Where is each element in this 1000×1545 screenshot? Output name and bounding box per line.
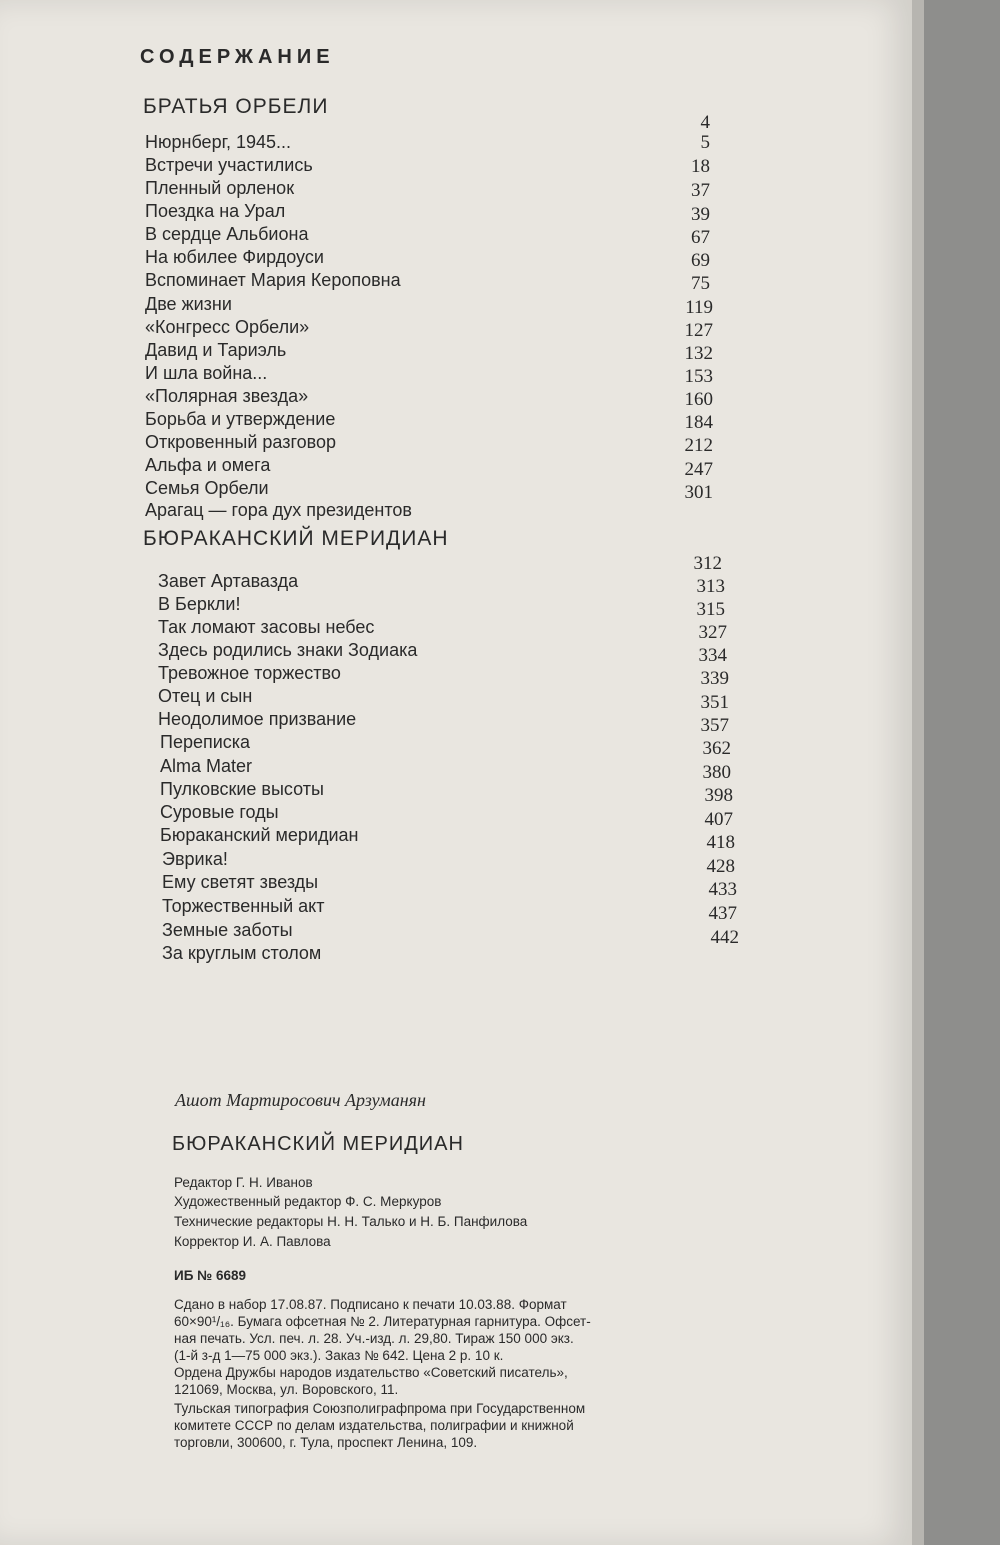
imprint-line: Художественный редактор Ф. С. Меркуров <box>174 1194 442 1209</box>
page-edge-shadow <box>912 0 924 1545</box>
section-page-number: 4 <box>700 112 710 133</box>
toc-entry: Встречи участились <box>145 155 313 175</box>
toc-entry: Завет Артавазда <box>158 571 299 591</box>
toc-page-number: 362 <box>702 738 731 759</box>
imprint-line: Тульская типография Союзполиграфпрома при Государственном <box>174 1401 586 1416</box>
section-heading: БЮРАКАНСКИЙ МЕРИДИАН <box>143 527 449 550</box>
toc-page-number: 160 <box>684 389 713 410</box>
toc-entry: Так ломают засовы небес <box>158 617 375 637</box>
toc-page-number: 153 <box>684 366 713 387</box>
toc-page-number: 339 <box>700 668 729 689</box>
toc-page-number: 5 <box>700 132 710 153</box>
toc-page-number: 428 <box>706 856 735 877</box>
toc-page-number: 301 <box>684 482 713 503</box>
imprint-line: ИБ № 6689 <box>174 1268 246 1283</box>
toc-entry: В Беркли! <box>158 594 241 614</box>
toc-entry: Отец и сын <box>158 686 253 706</box>
toc-page-number: 37 <box>691 180 710 201</box>
toc-page-number: 75 <box>691 273 710 294</box>
toc-entry: Суровые годы <box>160 802 279 822</box>
toc-page-number: 18 <box>691 156 710 177</box>
toc-entry: Эврика! <box>162 849 228 869</box>
imprint-line: Ордена Дружбы народов издательство «Советский писатель», <box>174 1365 568 1380</box>
toc-entry: В сердце Альбиона <box>145 224 309 244</box>
toc-page-number: 119 <box>685 297 713 318</box>
toc-page-number: 334 <box>698 645 727 666</box>
toc-title: СОДЕРЖАНИЕ <box>140 46 335 68</box>
toc-entry: Давид и Тариэль <box>145 340 287 360</box>
imprint-line: 121069, Москва, ул. Воровского, 11. <box>174 1382 399 1397</box>
imprint-line: Редактор Г. Н. Иванов <box>174 1175 313 1190</box>
toc-entry: Семья Орбели <box>145 478 269 498</box>
imprint-line: Технические редакторы Н. Н. Талько и Н. Б. Панфилова <box>174 1214 528 1229</box>
toc-entry: Торжественный акт <box>162 896 325 916</box>
toc-entry: Alma Mater <box>160 756 253 776</box>
toc-page-number: 39 <box>691 204 710 225</box>
toc-entry: Пленный орленок <box>145 178 295 198</box>
toc-entry: И шла война... <box>145 363 268 383</box>
imprint-line: ная печать. Усл. печ. л. 28. Уч.-изд. л. 29,80. Тираж 150 000 экз. <box>174 1331 574 1346</box>
imprint-line: 60×90¹/₁₆. Бумага офсетная № 2. Литературная гарнитура. Офсет- <box>174 1314 591 1329</box>
toc-page-number: 433 <box>708 879 737 900</box>
toc-entry: Земные заботы <box>162 920 293 940</box>
toc-page-number: 437 <box>708 903 737 924</box>
imprint-line: комитете СССР по делам издательства, полиграфии и книжной <box>174 1418 574 1433</box>
toc-entry: На юбилее Фирдоуси <box>145 247 324 267</box>
toc-page-number: 351 <box>700 692 729 713</box>
imprint-line: (1-й з-д 1—75 000 экз.). Заказ № 642. Цена 2 р. 10 к. <box>174 1348 504 1363</box>
toc-page-number: 327 <box>698 622 727 643</box>
toc-page-number: 127 <box>684 320 713 341</box>
toc-entry: Две жизни <box>145 294 232 314</box>
toc-page-number: 313 <box>696 576 725 597</box>
author-name: Ашот Мартиросович Арзуманян <box>175 1090 426 1110</box>
toc-page-number: 132 <box>684 343 713 364</box>
toc-page-number: 398 <box>704 785 733 806</box>
toc-page-number: 315 <box>696 599 725 620</box>
imprint-line: Сдано в набор 17.08.87. Подписано к печати 10.03.88. Формат <box>174 1297 567 1312</box>
toc-entry: Нюрнберг, 1945... <box>145 132 291 152</box>
toc-page-number: 407 <box>704 809 733 830</box>
toc-page-number: 380 <box>702 762 731 783</box>
toc-entry: Неодолимое призвание <box>158 709 357 729</box>
toc-entry: «Конгресс Орбели» <box>145 317 310 337</box>
toc-page-number: 247 <box>684 459 713 480</box>
section-page-number: 312 <box>693 553 722 574</box>
toc-entry: Бюраканский меридиан <box>160 825 359 845</box>
toc-entry: Борьба и утверждение <box>145 409 336 429</box>
toc-entry: Альфа и омега <box>145 455 271 475</box>
imprint-line: торговли, 300600, г. Тула, проспект Ленина, 109. <box>174 1435 478 1450</box>
toc-entry: Поездка на Урал <box>145 201 286 221</box>
toc-page-number: 418 <box>706 832 735 853</box>
book-title: БЮРАКАНСКИЙ МЕРИДИАН <box>172 1133 464 1155</box>
toc-page-number: 442 <box>710 927 739 948</box>
toc-entry: Арагац — гора дух президентов <box>145 500 412 520</box>
toc-page-number: 67 <box>691 227 710 248</box>
toc-entry: «Полярная звезда» <box>145 386 309 406</box>
toc-entry: Переписка <box>160 732 251 752</box>
toc-entry: Ему светят звезды <box>162 872 319 892</box>
imprint-line: Корректор И. А. Павлова <box>174 1234 331 1249</box>
toc-page-number: 212 <box>684 435 713 456</box>
book-edge <box>912 0 1000 1545</box>
toc-entry: Тревожное торжество <box>158 663 341 683</box>
toc-page-number: 69 <box>691 250 710 271</box>
toc-entry: Откровенный разговор <box>145 432 337 452</box>
toc-page-number: 357 <box>700 715 729 736</box>
toc-entry: Здесь родились знаки Зодиака <box>158 640 418 660</box>
toc-entry: Пулковские высоты <box>160 779 324 799</box>
toc-page-number: 184 <box>684 412 713 433</box>
toc-entry: За круглым столом <box>162 943 322 963</box>
toc-entry: Вспоминает Мария Кероповна <box>145 270 401 290</box>
section-heading: БРАТЬЯ ОРБЕЛИ <box>143 95 329 118</box>
